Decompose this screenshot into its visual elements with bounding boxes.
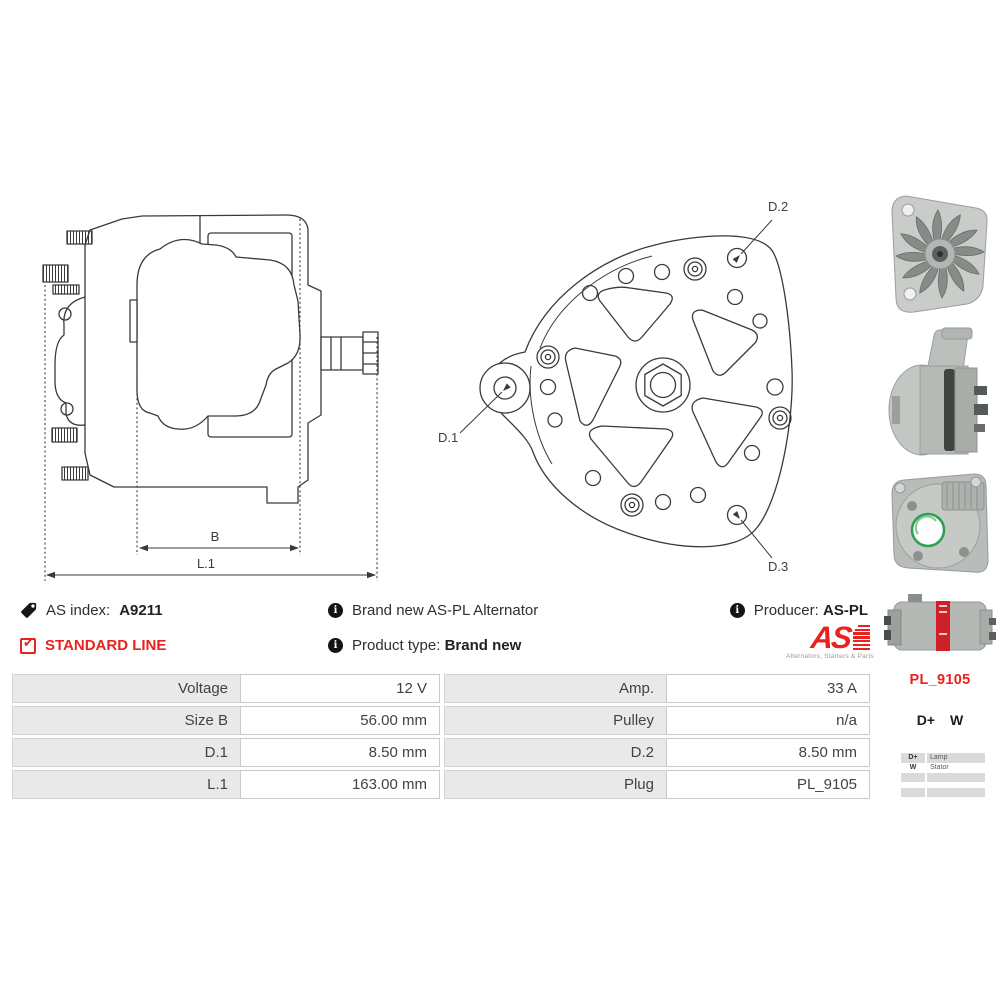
spec-value: n/a [666,706,870,735]
product-photo-side-label [884,586,996,664]
dim-l1-label: L.1 [196,556,216,571]
product-photo-side-bracket [886,326,994,476]
producer-value: AS-PL [823,602,868,619]
spec-table-right [444,671,870,802]
spec-table-left [12,671,440,802]
dim-d2-label: D.2 [768,199,789,214]
table-row [444,706,870,735]
table-row [444,770,870,799]
as-index [20,602,163,619]
legend-row-empty [901,788,985,797]
as-pl-logo [786,620,874,660]
standard-line-label: STANDARD LINE [45,637,167,654]
table-row [12,706,440,735]
product-description [328,602,538,619]
as-index-value: A9211 [119,602,163,619]
dim-d3-label: D.3 [768,559,789,574]
checked-checkbox-icon [20,638,36,654]
spec-value: 8.50 mm [666,738,870,767]
logo-as-text: AS [809,620,852,655]
spec-label: Pulley [444,706,666,735]
legend-row-empty [901,773,985,782]
legend-key: D+ [901,753,925,763]
info-icon: i [730,603,745,618]
producer [730,602,868,619]
legend-meaning: Stator [930,764,949,771]
product-type [328,637,521,654]
spec-label: D.2 [444,738,666,767]
logo-flag-stripes [853,625,870,651]
info-icon: i [328,638,343,653]
spec-label: L.1 [12,770,240,799]
standard-line-badge [20,637,166,654]
spec-value: 56.00 mm [240,706,440,735]
table-row [12,738,440,767]
product-type-value: Brand new [444,637,522,654]
spec-label: Size B [12,706,240,735]
dim-d1-label: D.1 [438,430,459,445]
producer-label: Producer: [753,602,819,619]
product-photo-rear [884,468,996,580]
spec-value: PL_9105 [666,770,870,799]
spec-value: 8.50 mm [240,738,440,767]
logo-tagline: Alternators, Starters & Parts [786,653,874,660]
table-row [12,674,440,703]
table-row [444,674,870,703]
plug-legend-table [901,753,985,797]
plug-code: PL_9105 [909,672,971,688]
spec-value: 12 V [240,674,440,703]
product-photo-front [884,188,996,320]
terminal-w: W [950,712,964,728]
side-view-drawing [30,185,390,590]
spec-label: Voltage [12,674,240,703]
legend-row [901,753,985,763]
spec-value: 163.00 mm [240,770,440,799]
info-icon: i [328,603,343,618]
front-view-drawing [430,180,830,600]
legend-row [901,763,985,773]
table-row [444,738,870,767]
tag-icon [20,602,37,619]
spec-label: Amp. [444,674,666,703]
product-type-label: Product type: [352,637,441,654]
spec-label: D.1 [12,738,240,767]
spec-label: Plug [444,770,666,799]
as-index-label: AS index: [46,602,111,619]
table-row [12,770,440,799]
legend-key: W [909,764,917,771]
legend-meaning: Lamp [927,753,985,763]
description-text: Brand new AS-PL Alternator [352,602,539,619]
dim-b-label: B [210,529,220,544]
plug-terminals [898,712,982,728]
terminal-dplus: D+ [916,712,936,728]
spec-value: 33 A [666,674,870,703]
